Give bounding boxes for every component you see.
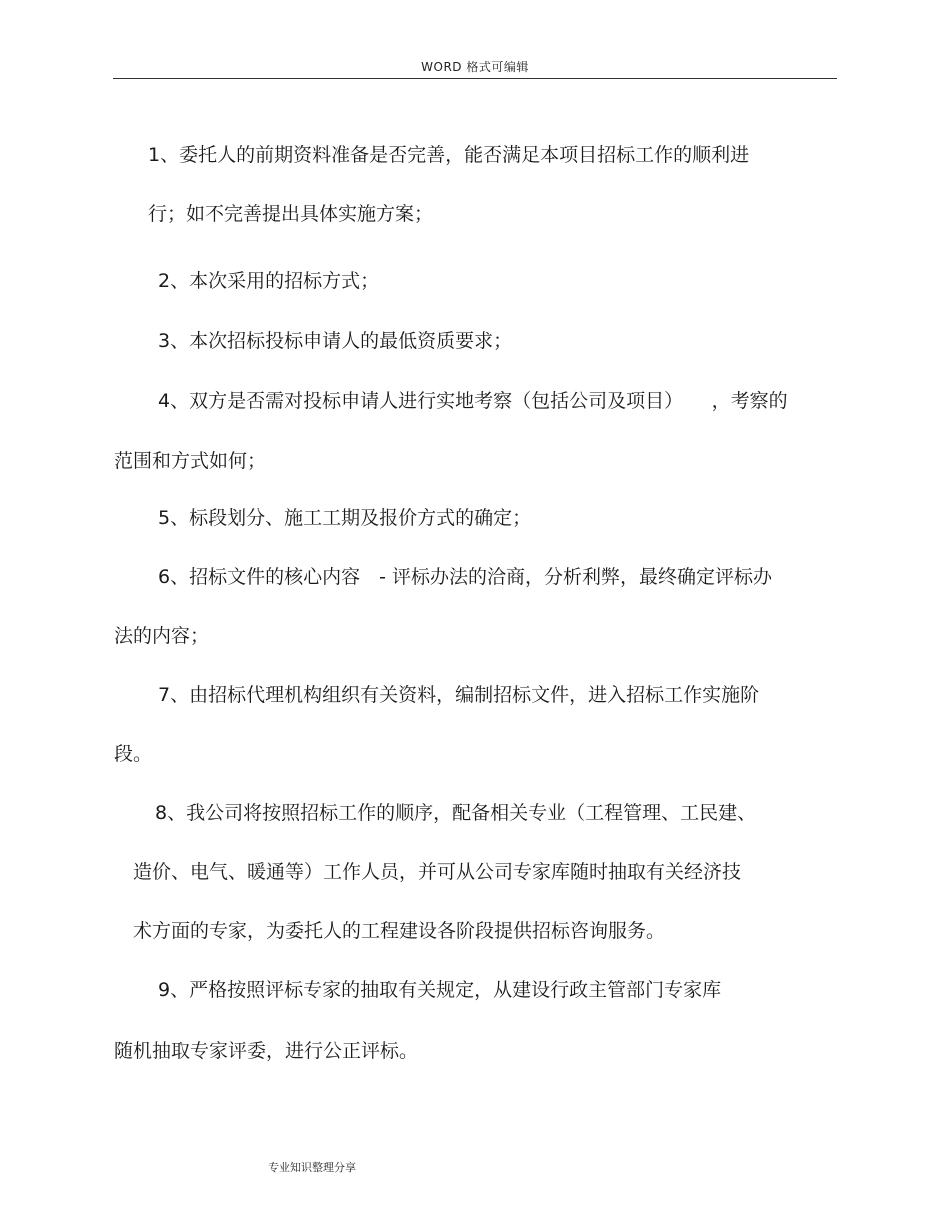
item-3-line-1: 3、本次招标投标申请人的最低资质要求； xyxy=(158,330,513,352)
item-7-line-1: 7、由招标代理机构组织有关资料，编制招标文件，进入招标工作实施阶 xyxy=(158,684,760,706)
item-8-line-2: 造价、电气、暖通等）工作人员，并可从公司专家库随时抽取有关经济技 xyxy=(133,861,742,883)
item-1-line-1: 1、委托人的前期资料准备是否完善，能否满足本项目招标工作的顺利进 xyxy=(148,144,750,166)
item-1-line-2: 行；如不完善提出具体实施方案； xyxy=(148,203,434,225)
item-8-line-3: 术方面的专家，为委托人的工程建设各阶段提供招标咨询服务。 xyxy=(133,920,666,942)
item-4-line-2: 范围和方式如何； xyxy=(114,450,267,472)
item-2-line-1: 2、本次采用的招标方式； xyxy=(158,270,380,292)
header-rule xyxy=(113,78,837,79)
item-5-line-1: 5、标段划分、施工工期及报价方式的确定； xyxy=(158,507,532,529)
page-header: WORD 格式可编辑 xyxy=(421,60,529,74)
item-8-line-1: 8、我公司将按照招标工作的顺序，配备相关专业（工程管理、工民建、 xyxy=(155,802,757,824)
item-6-line-2: 法的内容； xyxy=(114,625,210,647)
item-7-line-2: 段。 xyxy=(114,743,153,765)
page-footer: 专业知识整理分享 xyxy=(268,1161,356,1174)
item-6-line-1: 6、招标文件的核心内容 - 评标办法的洽商，分析利弊，最终确定评标办 xyxy=(158,566,772,588)
item-4-line-1: 4、双方是否需对投标申请人进行实地考察（包括公司及项目） ，考察的 xyxy=(158,390,788,412)
item-9-line-1: 9、严格按照评标专家的抽取有关规定，从建设行政主管部门专家库 xyxy=(158,979,722,1001)
item-9-line-2: 随机抽取专家评委，进行公正评标。 xyxy=(114,1040,419,1062)
